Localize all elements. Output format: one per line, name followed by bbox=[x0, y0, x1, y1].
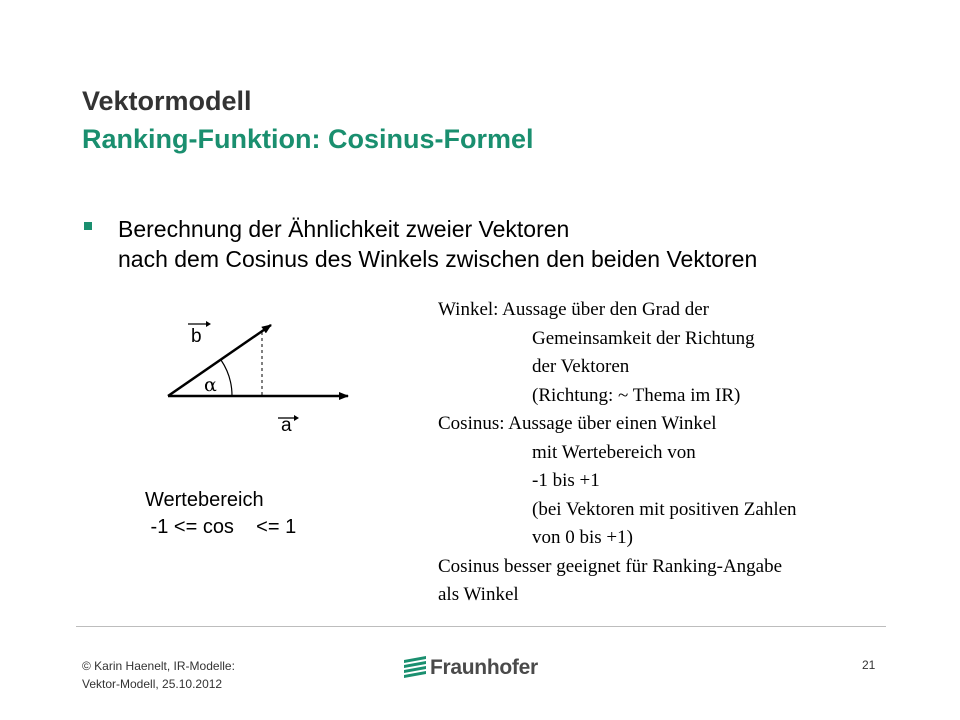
bullet-text-line-2: nach dem Cosinus des Winkels zwischen den beiden Vektoren bbox=[118, 246, 758, 272]
footer-divider bbox=[76, 626, 886, 627]
bullet-square-icon bbox=[84, 222, 92, 230]
footer-credit bbox=[82, 657, 235, 693]
value-range-block bbox=[145, 487, 296, 541]
fraunhofer-logo-text: Fraunhofer bbox=[430, 656, 538, 679]
value-range-heading: Wertebereich bbox=[145, 489, 264, 511]
fraunhofer-logo-icon bbox=[402, 654, 428, 680]
explanation-line: von 0 bis +1) bbox=[532, 527, 633, 548]
explanation-line: Winkel: Aussage über den Grad der bbox=[438, 299, 709, 320]
vector-b-label: b bbox=[191, 326, 202, 347]
explanation-line: als Winkel bbox=[438, 584, 519, 605]
value-range-formula: -1 <= cos <= 1 bbox=[145, 516, 297, 538]
explanation-line: (bei Vektoren mit positiven Zahlen bbox=[532, 498, 797, 520]
page-number: 21 bbox=[862, 658, 876, 672]
vector-diagram-svg bbox=[150, 310, 370, 440]
slide-title: Vektormodell bbox=[82, 86, 252, 116]
explanation-line: Cosinus: Aussage über einen Winkel bbox=[438, 413, 717, 434]
slide-subtitle: Ranking-Funktion: Cosinus-Formel bbox=[82, 124, 534, 154]
vector-b-line bbox=[168, 325, 271, 396]
fraunhofer-logo bbox=[402, 654, 538, 682]
explanation-line: Cosinus besser geeignet für Ranking-Angabe bbox=[438, 555, 783, 577]
explanation-line: Gemeinsamkeit der Richtung bbox=[532, 327, 755, 349]
explanation-text bbox=[438, 296, 797, 610]
bullet-text-line-1: Berechnung der Ähnlichkeit zweier Vektoren bbox=[118, 216, 570, 242]
vector-a-label-arrow bbox=[294, 415, 299, 421]
vector-b-label-arrow bbox=[206, 321, 211, 327]
alpha-label: α bbox=[204, 374, 217, 396]
vector-a-label: a bbox=[281, 415, 292, 436]
footer-credit-line-1: © Karin Haenelt, IR-Modelle: bbox=[82, 659, 235, 673]
explanation-line: der Vektoren bbox=[532, 356, 630, 377]
angle-arc bbox=[221, 360, 232, 396]
explanation-line: -1 bis +1 bbox=[532, 470, 600, 491]
explanation-line: mit Wertebereich von bbox=[532, 441, 696, 463]
vector-diagram bbox=[150, 310, 370, 440]
footer-credit-line-2: Vektor-Modell, 25.10.2012 bbox=[82, 677, 223, 691]
explanation-line: (Richtung: ~ Thema im IR) bbox=[532, 384, 741, 406]
